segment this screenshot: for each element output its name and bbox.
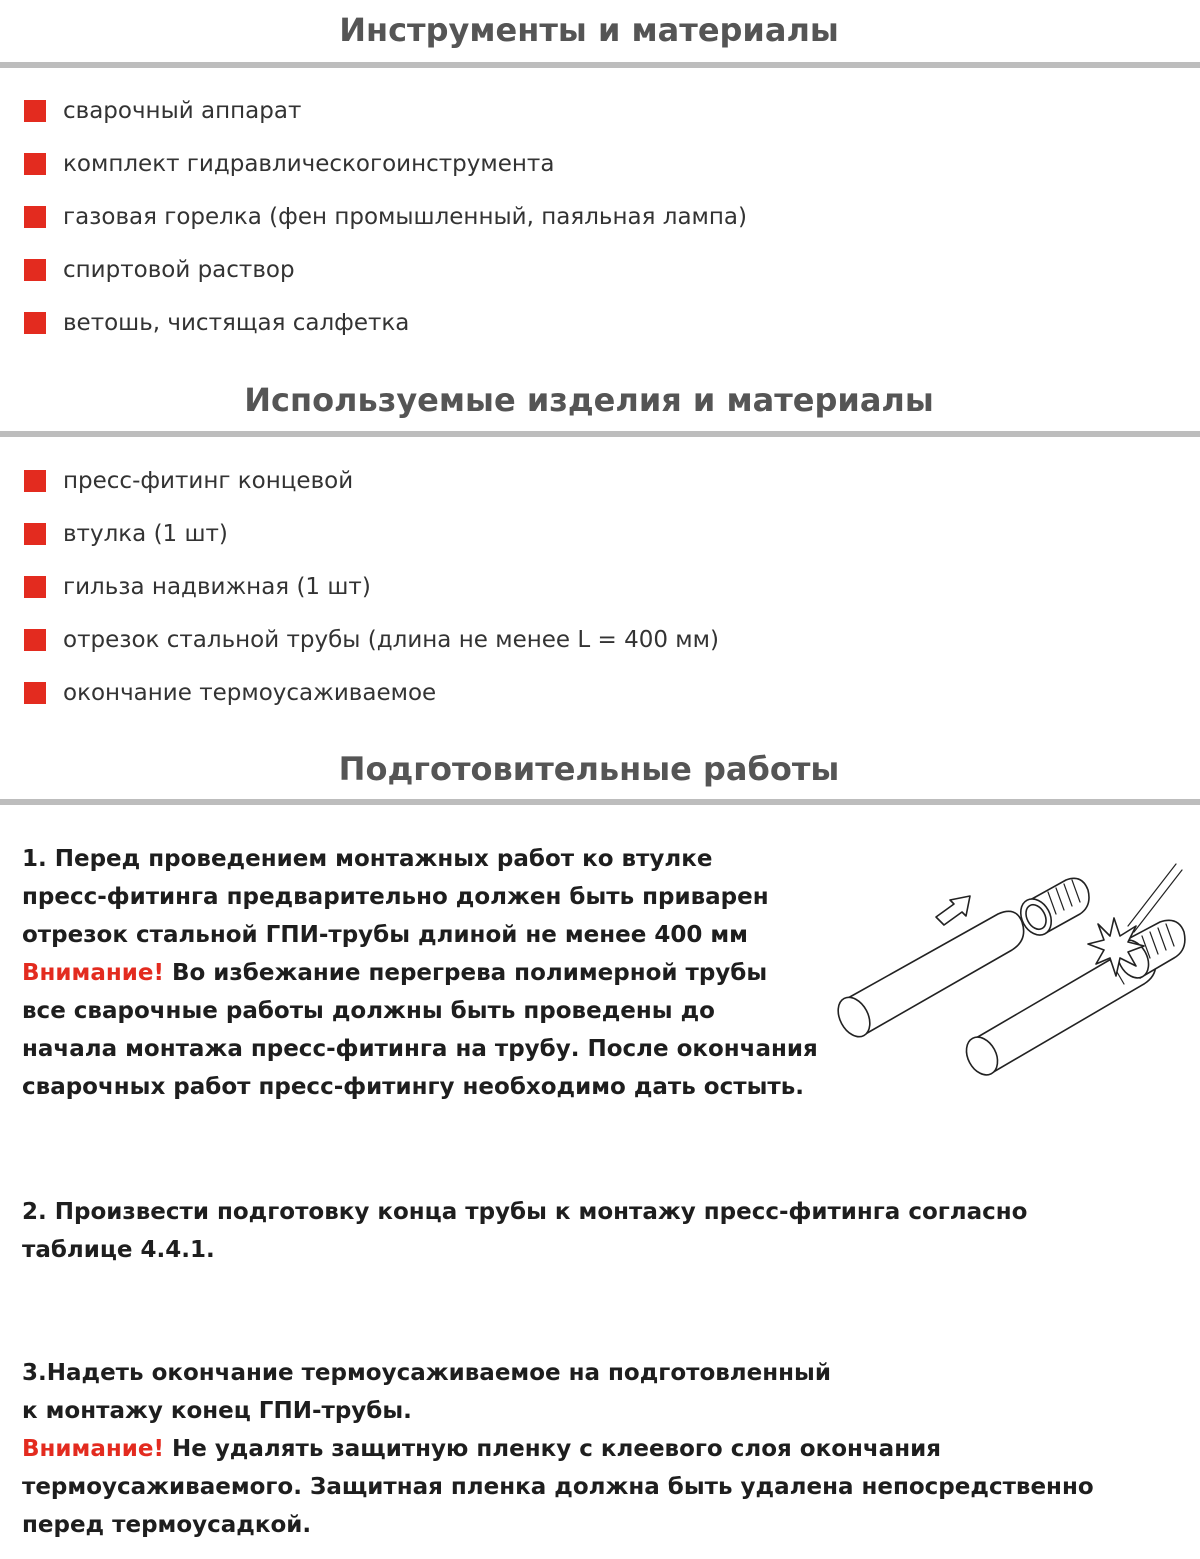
step-1-line: начала монтажа пресс-фитинга на трубу. После окончания <box>22 1036 818 1062</box>
bullet-square-icon <box>24 470 46 492</box>
products-list <box>24 468 719 733</box>
list-item: втулка (1 шт) <box>24 521 719 574</box>
section-divider-prep <box>0 799 1200 805</box>
pipe-welding-illustration <box>830 860 1200 1090</box>
step-3-line: перед термоусадкой. <box>22 1512 312 1538</box>
bullet-square-icon <box>24 523 46 545</box>
bullet-square-icon <box>24 153 46 175</box>
step-3-line: 3.Надеть окончание термоусаживаемое на подготовленный <box>22 1360 831 1386</box>
tools-list <box>24 98 747 363</box>
step-1-line: 1. Перед проведением монтажных работ ко втулке <box>22 846 713 872</box>
bullet-square-icon <box>24 312 46 334</box>
step-3-line: термоусаживаемого. Защитная пленка должна быть удалена непосредственно <box>22 1474 1094 1500</box>
list-item: гильза надвижная (1 шт) <box>24 574 719 627</box>
section-divider-products <box>0 431 1200 437</box>
section-title-products: Используемые изделия и материалы <box>244 381 934 419</box>
bullet-square-icon <box>24 576 46 598</box>
step-2-line: таблице 4.4.1. <box>22 1237 215 1263</box>
list-item: отрезок стальной трубы (длина не менее L = 400 мм) <box>24 627 719 680</box>
list-item: сварочный аппарат <box>24 98 747 151</box>
section-title-tools: Инструменты и материалы <box>339 11 839 49</box>
bushing-icon <box>1015 878 1089 940</box>
step-1-line: сварочных работ пресс-фитингу необходимо дать остыть. <box>22 1074 804 1100</box>
bullet-square-icon <box>24 259 46 281</box>
step-1 <box>22 840 818 1106</box>
list-item: окончание термоусаживаемое <box>24 680 719 733</box>
list-item: ветошь, чистящая салфетка <box>24 310 747 363</box>
bullet-square-icon <box>24 682 46 704</box>
step-1-line: все сварочные работы должны быть проведены до <box>22 998 715 1024</box>
pipe-segment-icon <box>832 911 1024 1042</box>
step-1-line: отрезок стальной ГПИ-трубы длиной не менее 400 мм <box>22 922 748 948</box>
step-2-line: 2. Произвести подготовку конца трубы к монтажу пресс-фитинга согласно <box>22 1199 1028 1225</box>
bullet-square-icon <box>24 100 46 122</box>
warning-label: Внимание! <box>22 960 164 986</box>
step-3-line: к монтажу конец ГПИ-трубы. <box>22 1398 412 1424</box>
list-item: пресс-фитинг концевой <box>24 468 719 521</box>
step-3-warning-line: Внимание! Не удалять защитную пленку с клеевого слоя окончания <box>22 1436 941 1462</box>
list-item: комплект гидравлическогоинструмента <box>24 151 747 204</box>
step-3 <box>22 1354 1094 1544</box>
section-title-prep: Подготовительные работы <box>338 750 840 788</box>
section-divider-tools <box>0 62 1200 68</box>
list-item: газовая горелка (фен промышленный, паяльная лампа) <box>24 204 747 257</box>
step-1-warning-line: Внимание! Во избежание перегрева полимерной трубы <box>22 960 768 986</box>
warning-label: Внимание! <box>22 1436 164 1462</box>
step-2 <box>22 1193 1027 1269</box>
arrow-icon <box>936 896 970 925</box>
bullet-square-icon <box>24 629 46 651</box>
list-item: спиртовой раствор <box>24 257 747 310</box>
bullet-square-icon <box>24 206 46 228</box>
step-1-line: пресс-фитинга предварительно должен быть приварен <box>22 884 769 910</box>
